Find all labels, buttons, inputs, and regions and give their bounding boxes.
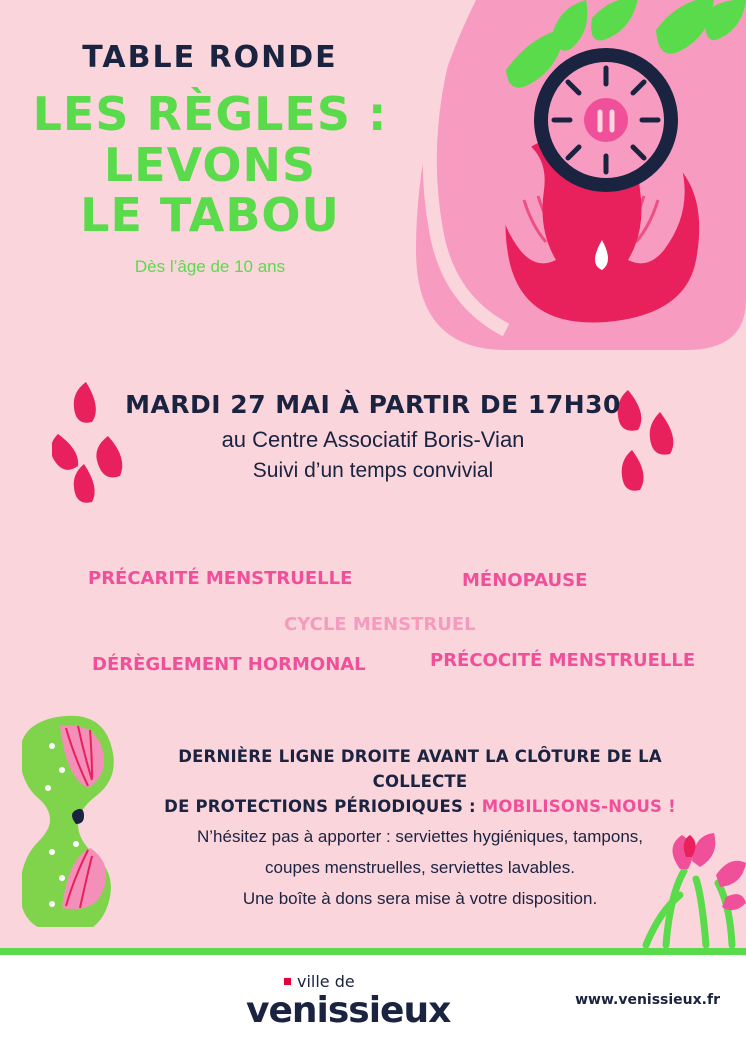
page-title	[0, 89, 420, 241]
title-line-1: LES RÈGLES :	[32, 87, 388, 141]
event-extra: Suivi d’un temps convivial	[252, 459, 494, 482]
keyword-item: PRÉCARITÉ MENSTRUELLE	[88, 568, 353, 589]
keyword-item: DÉRÈGLEMENT HORMONAL	[92, 654, 366, 675]
footer-green-rule	[0, 948, 746, 955]
city-logo	[246, 972, 496, 1029]
collection-body-line3: Une boîte à dons sera mise à votre disposition.	[242, 888, 598, 908]
logo-big-text: venissieux	[246, 990, 451, 1031]
website-url[interactable]: www.venissieux.fr	[575, 992, 720, 1008]
collection-body-line1: N’hésitez pas à apporter : serviettes hygiéniques, tampons,	[196, 827, 644, 847]
title-line-3: LE TABOU	[80, 188, 340, 243]
age-subtitle: Dès l’âge de 10 ans	[134, 256, 286, 276]
event-details	[0, 390, 746, 483]
collection-headline-accent: MOBILISONS-NOUS !	[481, 796, 676, 816]
keyword-item: PRÉCOCITÉ MENSTRUELLE	[430, 650, 696, 671]
logo-dot-icon	[284, 978, 291, 985]
title-line-2: LEVONS	[103, 137, 317, 192]
flower-illustration	[606, 813, 746, 948]
event-date: MARDI 27 MAI À PARTIR DE 17H30	[125, 390, 621, 419]
keyword-cloud	[0, 558, 746, 688]
logo-small-text: ville de	[297, 972, 355, 991]
sanitary-pad-illustration	[22, 712, 142, 927]
collection-headline-line1: DERNIÈRE LIGNE DROITE AVANT LA CLÔTURE DE LA COLLECTE	[178, 747, 662, 791]
keyword-item: MÉNOPAUSE	[462, 570, 588, 591]
footer-bar	[0, 948, 746, 1058]
keyword-item: CYCLE MENSTRUEL	[284, 614, 476, 635]
event-place: au Centre Associatif Boris-Vian	[221, 427, 525, 452]
kicker-text: TABLE RONDE	[82, 40, 338, 75]
collection-headline-prefix: DE PROTECTIONS PÉRIODIQUES :	[164, 796, 482, 816]
collection-body-line2: coupes menstruelles, serviettes lavables.	[265, 857, 575, 877]
headline-block	[0, 40, 420, 277]
